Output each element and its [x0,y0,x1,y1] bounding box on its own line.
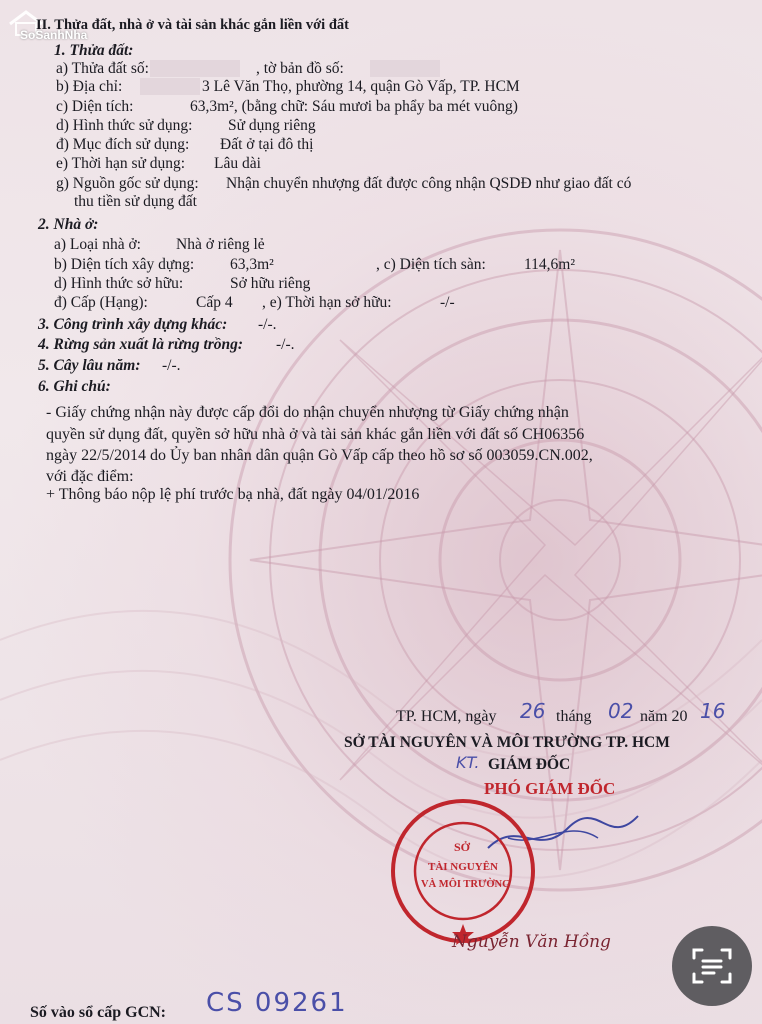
redacted-house-number [140,78,200,95]
house-ownership-value: Sở hữu riêng [230,275,311,292]
land-origin-label: g) Nguồn gốc sử dụng: [56,175,199,192]
issue-place-label: TP. HCM, ngày [396,708,497,725]
document-scan-button[interactable] [672,926,752,1006]
land-term-value: Lâu dài [214,155,261,172]
issue-month: 02 [608,699,634,723]
land-term-label: e) Thời hạn sử dụng: [56,155,186,172]
planted-forest-label: 4. Rừng sản xuất là rừng trồng: [38,336,244,353]
house-floor-area-label: , c) Diện tích sàn: [376,256,486,273]
land-purpose-value: Đất ở tại đô thị [220,136,314,153]
land-address-label: b) Địa chỉ: [56,78,123,95]
land-address-value: 3 Lê Văn Thọ, phường 14, quận Gò Vấp, TP. HCM [202,78,520,95]
issue-year-label: năm 20 [640,708,688,725]
land-area-value: 63,3m², (bằng chữ: Sáu mươi ba phẩy ba mét vuông) [190,98,518,115]
deputy-director-title: PHÓ GIÁM ĐỐC [484,779,616,798]
section-heading: II. Thửa đất, nhà ở và tài sản khác gắn liền với đất [36,17,349,33]
kt-annotation: KT. [456,753,480,772]
seal-center-mid: TÀI NGUYÊN [428,861,498,873]
note-line-4: với đặc điểm: [46,468,134,485]
house-ownership-label: d) Hình thức sở hữu: [54,275,184,292]
gcn-register-number: CS 09261 [206,988,348,1018]
signer-name: Nguyễn Văn Hồng [452,932,611,952]
issue-year: 16 [700,699,726,723]
watermark-text: SoSanhNha [20,28,88,42]
seal-center-top: SỞ [454,840,471,854]
planted-forest-value: -/-. [276,336,295,353]
land-origin-value: Nhận chuyển nhượng đất được công nhận QSDĐ như giao đất có [226,175,632,192]
note-line-1: - Giấy chứng nhận này được cấp đổi do nhận chuyển nhượng từ Giấy chứng nhận [46,404,569,421]
land-usage-form-label: d) Hình thức sử dụng: [56,117,193,134]
house-type-value: Nhà ở riêng lẻ [176,236,265,253]
house-building-area-label: b) Diện tích xây dựng: [54,256,195,273]
land-purpose-label: đ) Mục đích sử dụng: [56,136,190,153]
land-usage-form-value: Sử dụng riêng [228,117,316,134]
house-heading: 2. Nhà ở: [38,216,99,233]
director-title: GIÁM ĐỐC [488,756,571,773]
house-grade-value: Cấp 4 [196,294,233,311]
perennial-trees-value: -/-. [162,357,181,374]
note-line-2: quyền sử dụng đất, quyền sở hữu nhà ở và tài sản khác gắn liền với đất số CH06356 [46,426,585,443]
house-floor-area-value: 114,6m² [524,256,576,273]
issuing-authority: SỞ TÀI NGUYÊN VÀ MÔI TRƯỜNG TP. HCM [344,734,670,751]
redacted-parcel-number [150,60,240,77]
perennial-trees-label: 5. Cây lâu năm: [38,357,141,374]
gcn-register-label: Số vào sổ cấp GCN: [30,1004,167,1021]
note-line-3: ngày 22/5/2014 do Ủy ban nhân dân quận Gò Vấp cấp theo hồ sơ số 003059.CN.002, [46,447,593,464]
seal-center-bottom: VÀ MÔI TRƯỜNG [421,879,511,890]
issue-day: 26 [520,699,546,723]
house-grade-label: đ) Cấp (Hạng): [54,294,148,311]
land-parcel-label: a) Thửa đất số: [56,60,149,77]
house-type-label: a) Loại nhà ở: [54,236,141,253]
other-construction-label: 3. Công trình xây dựng khác: [38,316,228,333]
official-red-seal [388,796,538,946]
document-scan-icon [672,926,752,1006]
notes-heading: 6. Ghi chú: [38,378,111,395]
other-construction-value: -/-. [258,316,277,333]
house-ownership-term-label: , e) Thời hạn sở hữu: [262,294,392,311]
land-origin-value-line2: thu tiền sử dụng đất [74,193,197,210]
land-map-sheet-label: , tờ bản đồ số: [256,60,344,77]
house-building-area-value: 63,3m² [230,256,274,273]
redacted-map-number [370,60,440,77]
land-area-label: c) Diện tích: [56,98,134,115]
note-line-5: + Thông báo nộp lệ phí trước bạ nhà, đất ngày 04/01/2016 [46,486,420,503]
land-heading: 1. Thửa đất: [54,42,134,59]
house-ownership-term-value: -/- [440,294,455,311]
issue-month-label: tháng [556,708,592,725]
